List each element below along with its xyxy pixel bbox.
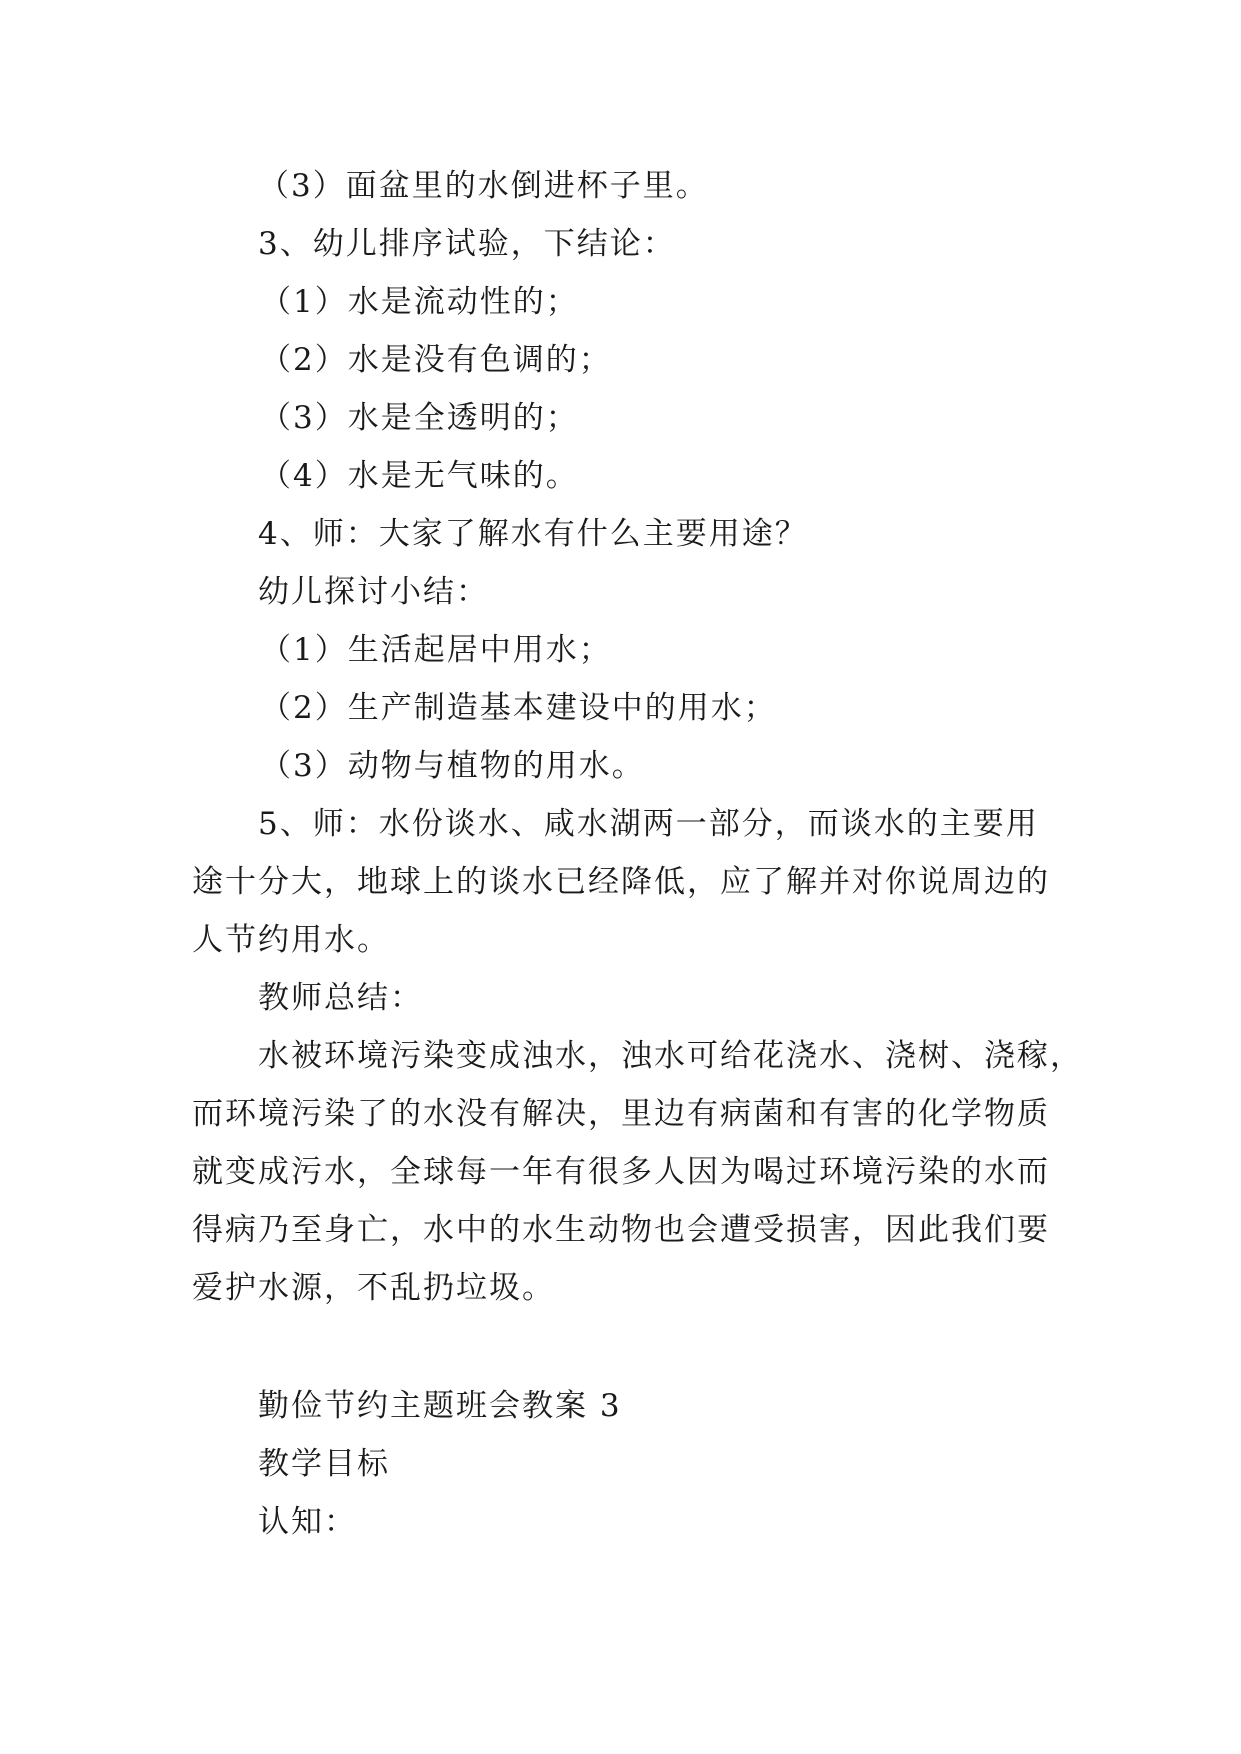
text-line: 4、师：大家了解水有什么主要用途？: [258, 516, 808, 552]
text-line: 人节约用水。: [192, 922, 390, 958]
text-line: 而环境污染了的水没有解决，里边有病菌和有害的化学物质: [192, 1096, 1050, 1132]
text-line: 水被环境污染变成浊水，浊水可给花浇水、浇树、浇稼，: [258, 1038, 1083, 1074]
text-line: 爱护水源，不乱扔垃圾。: [192, 1270, 555, 1306]
text-line: 教学目标: [258, 1446, 390, 1482]
text-line: （1）生活起居中用水；: [260, 632, 612, 668]
text-line: 就变成污水，全球每一年有很多人因为喝过环境污染的水而: [192, 1154, 1050, 1190]
text-line: 认知：: [258, 1504, 357, 1540]
text-line: 途十分大，地球上的谈水已经降低，应了解并对你说周边的: [192, 864, 1050, 900]
text-line: （3）面盆里的水倒进杯子里。: [258, 168, 709, 204]
section-heading: 勤俭节约主题班会教案 3: [258, 1388, 622, 1424]
text-line: （3）动物与植物的用水。: [260, 748, 645, 784]
text-line: 5、师：水份谈水、咸水湖两一部分，而谈水的主要用: [258, 806, 1039, 842]
text-line: （4）水是无气味的。: [260, 458, 579, 494]
text-line: 得病乃至身亡，水中的水生动物也会遭受损害，因此我们要: [192, 1212, 1050, 1248]
text-line: （2）水是没有色调的；: [260, 342, 612, 378]
text-line: （1）水是流动性的；: [260, 284, 579, 320]
text-line: （2）生产制造基本建设中的用水；: [260, 690, 777, 726]
text-line: 幼儿探讨小结：: [258, 574, 489, 610]
text-line: （3）水是全透明的；: [260, 400, 579, 436]
text-line: 3、幼儿排序试验，下结论：: [258, 226, 676, 262]
text-line: 教师总结：: [258, 980, 423, 1016]
